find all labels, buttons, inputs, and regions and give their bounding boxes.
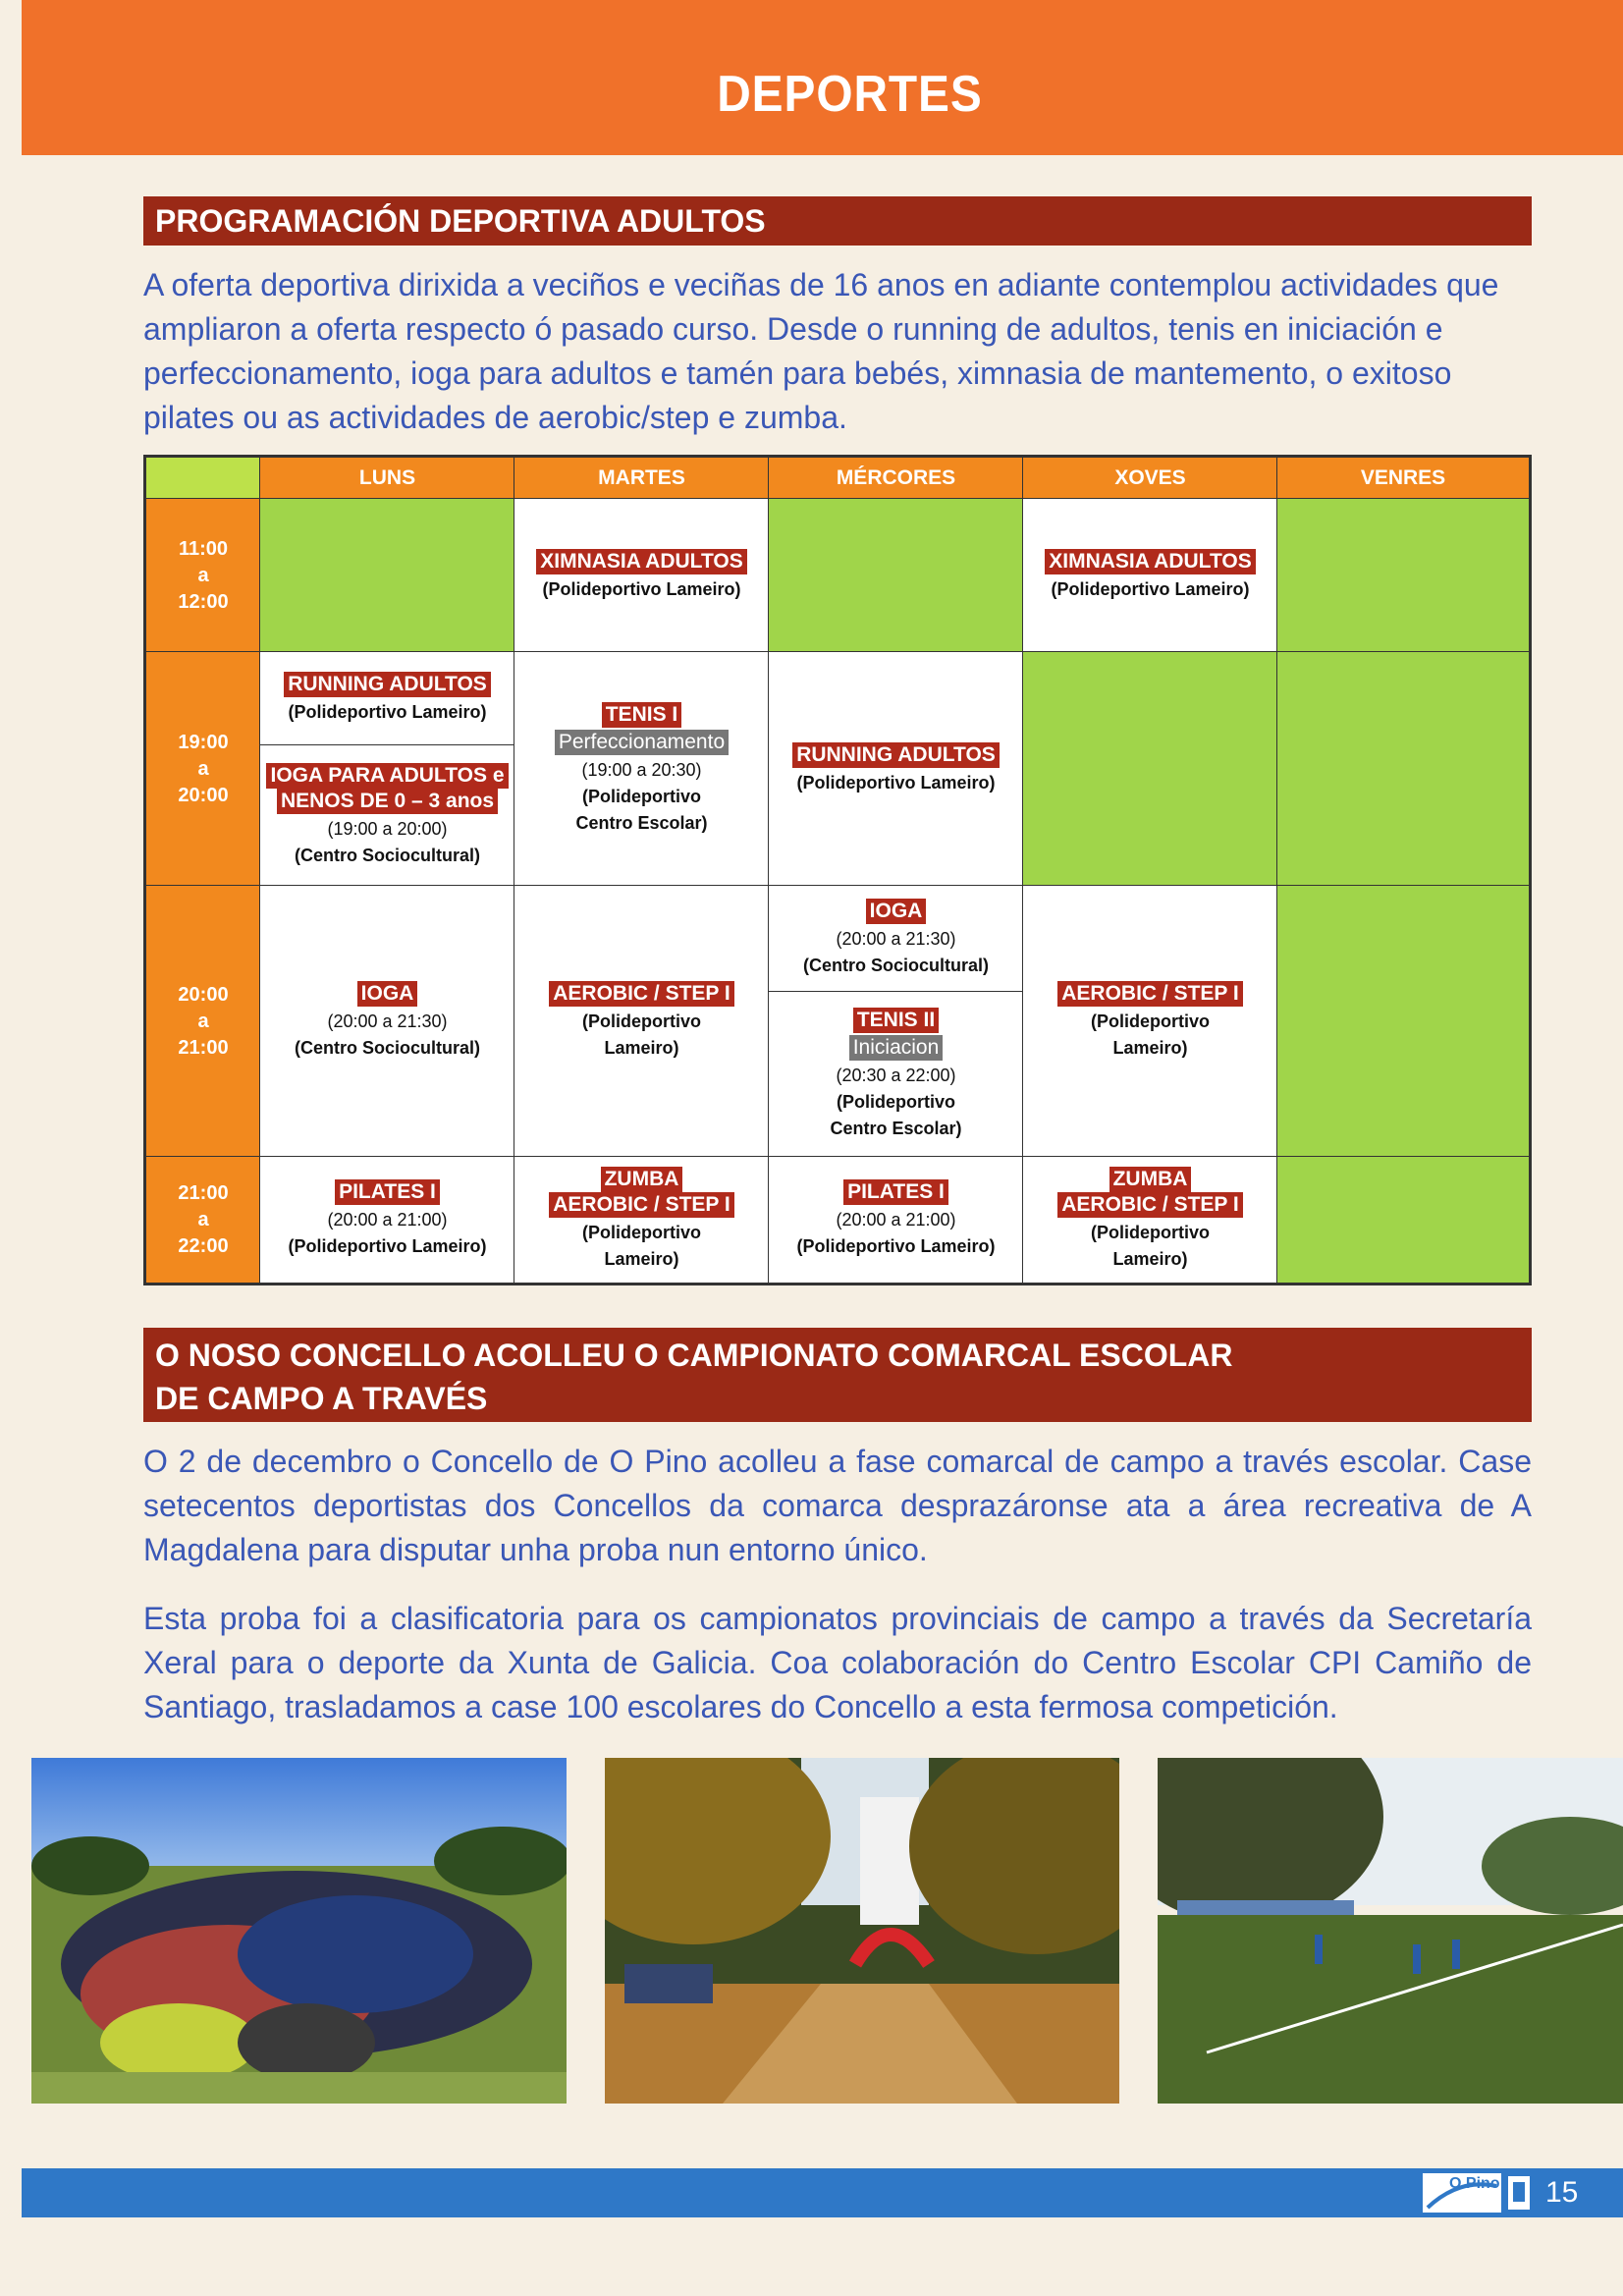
- activity-tag: RUNNING ADULTOS: [792, 742, 1000, 768]
- activity-level: Perfeccionamento: [555, 730, 729, 755]
- activity-tag: PILATES I: [843, 1179, 948, 1205]
- activity-aerobic-xoves: [1022, 885, 1278, 1158]
- activity-aerobic-martes: [514, 885, 770, 1158]
- activity-hours: (19:00 a 20:00): [327, 818, 448, 839]
- photo-runners-field: [1158, 1758, 1623, 2104]
- section-heading-programacion: PROGRAMACIÓN DEPORTIVA ADULTOS: [143, 196, 1532, 246]
- activity-tag: AEROBIC / STEP I: [1057, 981, 1242, 1007]
- activity-tenis-ii-mercores: [768, 991, 1024, 1158]
- page-title: DEPORTES: [717, 66, 983, 123]
- activity-ioga-mercores: [768, 885, 1024, 993]
- logo-text: O Pino: [1449, 2175, 1500, 2192]
- activity-tag: XIMNASIA ADULTOS: [536, 549, 747, 574]
- footer-bar: [22, 2168, 1421, 2217]
- time-from: 11:00: [178, 537, 229, 560]
- time-from: 19:00: [178, 731, 229, 753]
- photo-race-arch: [605, 1758, 1119, 2104]
- activity-tag: AEROBIC / STEP I: [549, 981, 733, 1007]
- campionato-paragraph-1: O 2 de decembro o Concello de O Pino acolleu a fase comarcal de campo a través escolar. Case setecentos deportistas dos Concellos da comarca desprazáronse ata a área recreativa de A Magdalena para disputar unha proba nun entorno único.: [143, 1444, 1532, 1567]
- activity-hours: (20:00 a 21:30): [327, 1011, 448, 1031]
- activity-hours: (20:00 a 21:00): [327, 1210, 448, 1230]
- slot-empty: [1276, 498, 1530, 653]
- activity-place: (Polideportivo: [1091, 1223, 1210, 1242]
- activity-place: (Polideportivo Lameiro): [796, 1236, 996, 1256]
- activity-tag: NENOS DE 0 – 3 anos: [277, 789, 498, 814]
- time-slot-1: [145, 498, 261, 653]
- heading-line: DE CAMPO A TRAVÉS: [155, 1381, 488, 1416]
- page-number: 15: [1536, 2168, 1623, 2217]
- time-to: 12:00: [178, 590, 229, 613]
- activity-place: (Centro Sociocultural): [802, 956, 989, 975]
- activity-level: Iniciacion: [849, 1035, 944, 1061]
- activity-place: Centro Escolar): [830, 1118, 962, 1138]
- header-corner: [145, 457, 261, 500]
- activity-tag: AEROBIC / STEP I: [549, 1192, 733, 1218]
- activity-zumba-xoves: [1022, 1156, 1278, 1284]
- activity-tag: ZUMBA: [601, 1167, 683, 1192]
- activity-tag: TENIS II: [853, 1008, 939, 1033]
- section-heading-campionato: [143, 1328, 1532, 1422]
- time-sep: a: [197, 564, 209, 586]
- activity-hours: (20:30 a 22:00): [836, 1065, 956, 1085]
- time-sep: a: [197, 1208, 209, 1230]
- intro-paragraph: A oferta deportiva dirixida a veciños e veciñas de 16 anos en adiante contemplou actividades que ampliaron a oferta respecto ó pasado curso. Desde o running de adultos, tenis en iniciación e perfeccionamento, ioga para adultos e tamén para bebés, ximnasia de mantemento, o exitoso pilates ou as actividades de aerobic/step e zumba.: [143, 267, 1499, 435]
- photo-group-of-runners: [31, 1758, 567, 2104]
- time-from: 20:00: [178, 983, 229, 1006]
- slot-empty: [1022, 651, 1278, 887]
- campionato-paragraph-2: Esta proba foi a clasificatoria para os campionatos provinciais de campo a través da Secretaría Xeral para o deporte da Xunta de Galicia. Coa colaboración do Centro Escolar CPI Camiño de Santiago, trasladamos a case 100 escolares do Concello a esta fermosa competición.: [143, 1601, 1532, 1724]
- time-slot-4: [145, 1156, 261, 1284]
- activity-place: (Polideportivo Lameiro): [542, 578, 741, 599]
- activity-tag: AEROBIC / STEP I: [1057, 1192, 1242, 1218]
- schedule-table: [143, 455, 1532, 1285]
- activity-hours: (20:00 a 21:00): [836, 1210, 956, 1230]
- slot-empty: [259, 498, 515, 653]
- activity-place: (Polideportivo Lameiro): [796, 772, 996, 793]
- activity-zumba-martes: [514, 1156, 770, 1284]
- activity-place: Lameiro): [1112, 1249, 1188, 1269]
- activity-running-luns: [259, 651, 515, 746]
- activity-ximnasia-xoves: [1022, 498, 1278, 653]
- activity-pilates-mercores: [768, 1156, 1024, 1284]
- activity-tenis-martes: [514, 651, 770, 887]
- activity-ioga-luns: [259, 885, 515, 1158]
- header-martes: MARTES: [514, 457, 770, 500]
- header-mercores: MÉRCORES: [768, 457, 1024, 500]
- activity-pilates-luns: [259, 1156, 515, 1284]
- header-venres: VENRES: [1276, 457, 1530, 500]
- activity-place: Lameiro): [604, 1038, 679, 1058]
- slot-empty: [1276, 885, 1530, 1158]
- activity-tag: XIMNASIA ADULTOS: [1045, 549, 1256, 574]
- activity-place: (Polideportivo Lameiro): [288, 702, 487, 722]
- header-luns: LUNS: [259, 457, 515, 500]
- activity-hours: (20:00 a 21:30): [836, 929, 956, 949]
- activity-tag: RUNNING ADULTOS: [284, 672, 491, 697]
- time-slot-2: [145, 651, 261, 887]
- activity-place: (Polideportivo: [837, 1091, 955, 1112]
- time-to: 21:00: [178, 1036, 229, 1059]
- activity-place: (Polideportivo: [1091, 1011, 1210, 1031]
- activity-ioga-adultos-luns: [259, 744, 515, 887]
- time-sep: a: [197, 757, 209, 780]
- slot-empty: [1276, 1156, 1530, 1284]
- time-sep: a: [197, 1010, 209, 1032]
- time-to: 20:00: [178, 784, 229, 806]
- time-to: 22:00: [178, 1234, 229, 1257]
- activity-place: (Polideportivo Lameiro): [288, 1236, 487, 1256]
- activity-place: (Polideportivo: [582, 1223, 701, 1242]
- activity-tag: ZUMBA: [1109, 1167, 1192, 1192]
- activity-place: Lameiro): [1112, 1038, 1188, 1058]
- activity-place: (Polideportivo: [582, 1011, 701, 1031]
- heading-line: O NOSO CONCELLO ACOLLEU O CAMPIONATO COMARCAL ESCOLAR: [155, 1338, 1233, 1373]
- activity-tag: IOGA PARA ADULTOS e: [266, 763, 508, 789]
- activity-place: (Centro Sociocultural): [294, 845, 480, 865]
- activity-tag: PILATES I: [335, 1179, 440, 1205]
- activity-tag: IOGA: [357, 981, 418, 1007]
- concello-logo: [1420, 2168, 1536, 2217]
- activity-place: (Centro Sociocultural): [294, 1038, 480, 1058]
- activity-hours: (19:00 a 20:30): [581, 759, 702, 780]
- activity-place: (Polideportivo Lameiro): [1051, 578, 1250, 599]
- header-xoves: XOVES: [1022, 457, 1278, 500]
- activity-running-mercores: [768, 651, 1024, 887]
- slot-empty: [768, 498, 1024, 653]
- slot-empty: [1276, 651, 1530, 887]
- activity-ximnasia-martes: [514, 498, 770, 653]
- time-slot-3: [145, 885, 261, 1158]
- activity-tag: TENIS I: [602, 702, 682, 728]
- activity-place: Lameiro): [604, 1249, 679, 1269]
- activity-place: (Polideportivo: [582, 786, 701, 806]
- activity-tag: IOGA: [866, 899, 927, 924]
- time-from: 21:00: [178, 1181, 229, 1204]
- activity-place: Centro Escolar): [575, 812, 708, 833]
